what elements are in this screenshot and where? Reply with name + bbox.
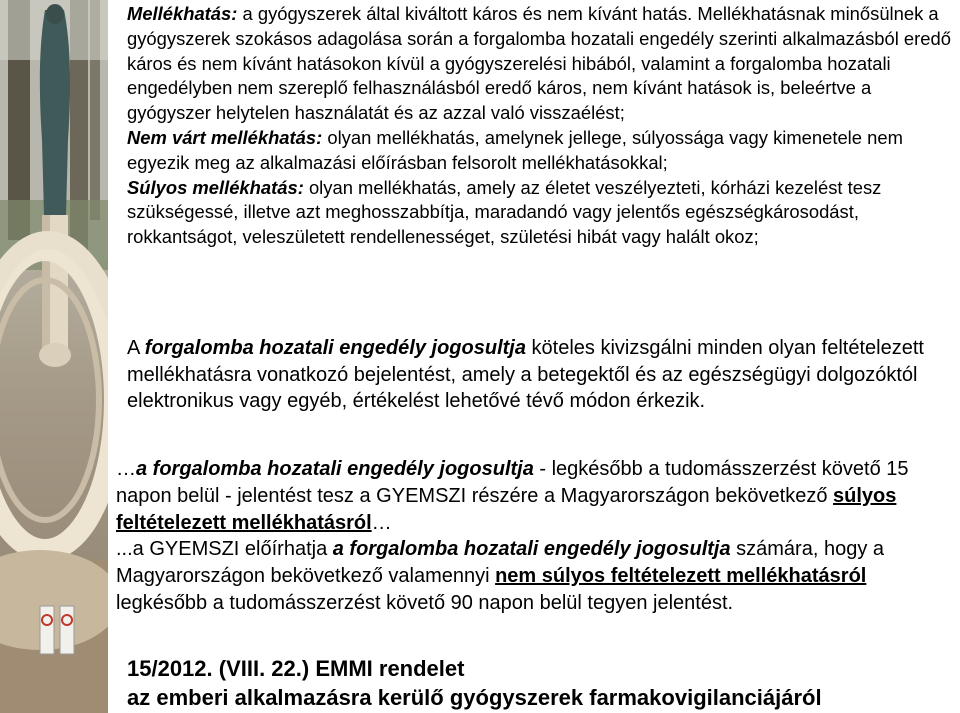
decree-number: 15/2012. (VIII. 22.) EMMI rendelet xyxy=(127,656,465,681)
r1-mid: - legkésőbb a tudomásszerzést követő 15 napon belül - jelentést tesz a GYEMSZI részére a Magyarországon bekövetkező xyxy=(116,458,909,507)
reporting-block xyxy=(116,456,956,617)
fountain-photo xyxy=(0,0,108,713)
decree-title: az emberi alkalmazásra kerülő gyógyszerek farmakovigilanciájáról xyxy=(127,685,822,710)
definitions-block xyxy=(127,2,957,250)
term-side-effect: Mellékhatás: xyxy=(127,3,238,24)
obligation-paragraph xyxy=(127,335,957,415)
r1-end: … xyxy=(371,511,392,534)
text-side-effect: a gyógyszerek által kiváltott káros és nem kívánt hatás. Mellékhatásnak minősülnek a gyógyszerek szokásos adagolása során a forgalomba hozatali engedély szerinti alkalmazásból eredő káros és nem kívánt hatásokon kívül a gyógyszerelési hibából, valamint a forgalomba hozatali engedélyben nem szereplő felhasználásból eredő káros, nem kívánt hatások is, beleértve a gyógyszer helytelen használatát és az azzal való visszaélést; xyxy=(127,3,951,124)
reporting-serious xyxy=(116,456,956,536)
reporting-non-serious xyxy=(116,536,956,616)
definition-unexpected xyxy=(127,126,957,176)
obligation-post: köteles kivizsgálni minden olyan feltételezett mellékhatásra vonatkozó bejelentést, amely a betegektől és az egészségügyi dolgozóktól elektronikus vagy egyéb, értékelést lehetővé tévő módon érkezik. xyxy=(127,337,924,412)
term-serious: Súlyos mellékhatás: xyxy=(127,176,304,198)
r2-pre: ...a GYEMSZI előírhatja xyxy=(116,538,333,561)
r2-end: legkésőbb a tudomásszerzést követő 90 napon belül tegyen jelentést. xyxy=(116,591,734,614)
r1-underline: súlyos feltételezett mellékhatásról xyxy=(116,484,897,534)
decree-reference xyxy=(127,654,957,712)
text-serious: olyan mellékhatás, amely az életet veszélyezteti, kórházi kezelést tesz szükségessé, illetve azt meghosszabbítja, maradandó vagy jelentős egészségkárosodást, rokkantságot, veleszületett rendellenességet, születési hibát vagy halált okoz; xyxy=(127,176,882,248)
definition-serious xyxy=(127,176,957,250)
r2-mid: számára, hogy a Magyarországon bekövetkező valamennyi xyxy=(116,538,885,588)
obligation-holder: forgalomba hozatali engedély jogosultja xyxy=(144,337,526,359)
r1-holder: a forgalomba hozatali engedély jogosultja xyxy=(136,458,534,480)
obligation-pre: A xyxy=(127,337,145,359)
r2-underline: nem súlyos feltételezett mellékhatásról xyxy=(495,565,867,588)
text-unexpected: olyan mellékhatás, amelynek jellege, súlyossága vagy kimenetele nem egyezik meg az alkalmazási előírásban felsorolt mellékhatásokkal; xyxy=(127,126,903,173)
term-unexpected: Nem várt mellékhatás: xyxy=(127,126,323,148)
r1-pre: … xyxy=(116,458,136,480)
r2-holder: a forgalomba hozatali engedély jogosultja xyxy=(332,538,731,561)
fountain-image xyxy=(0,0,108,713)
definition-side-effect xyxy=(127,2,957,126)
